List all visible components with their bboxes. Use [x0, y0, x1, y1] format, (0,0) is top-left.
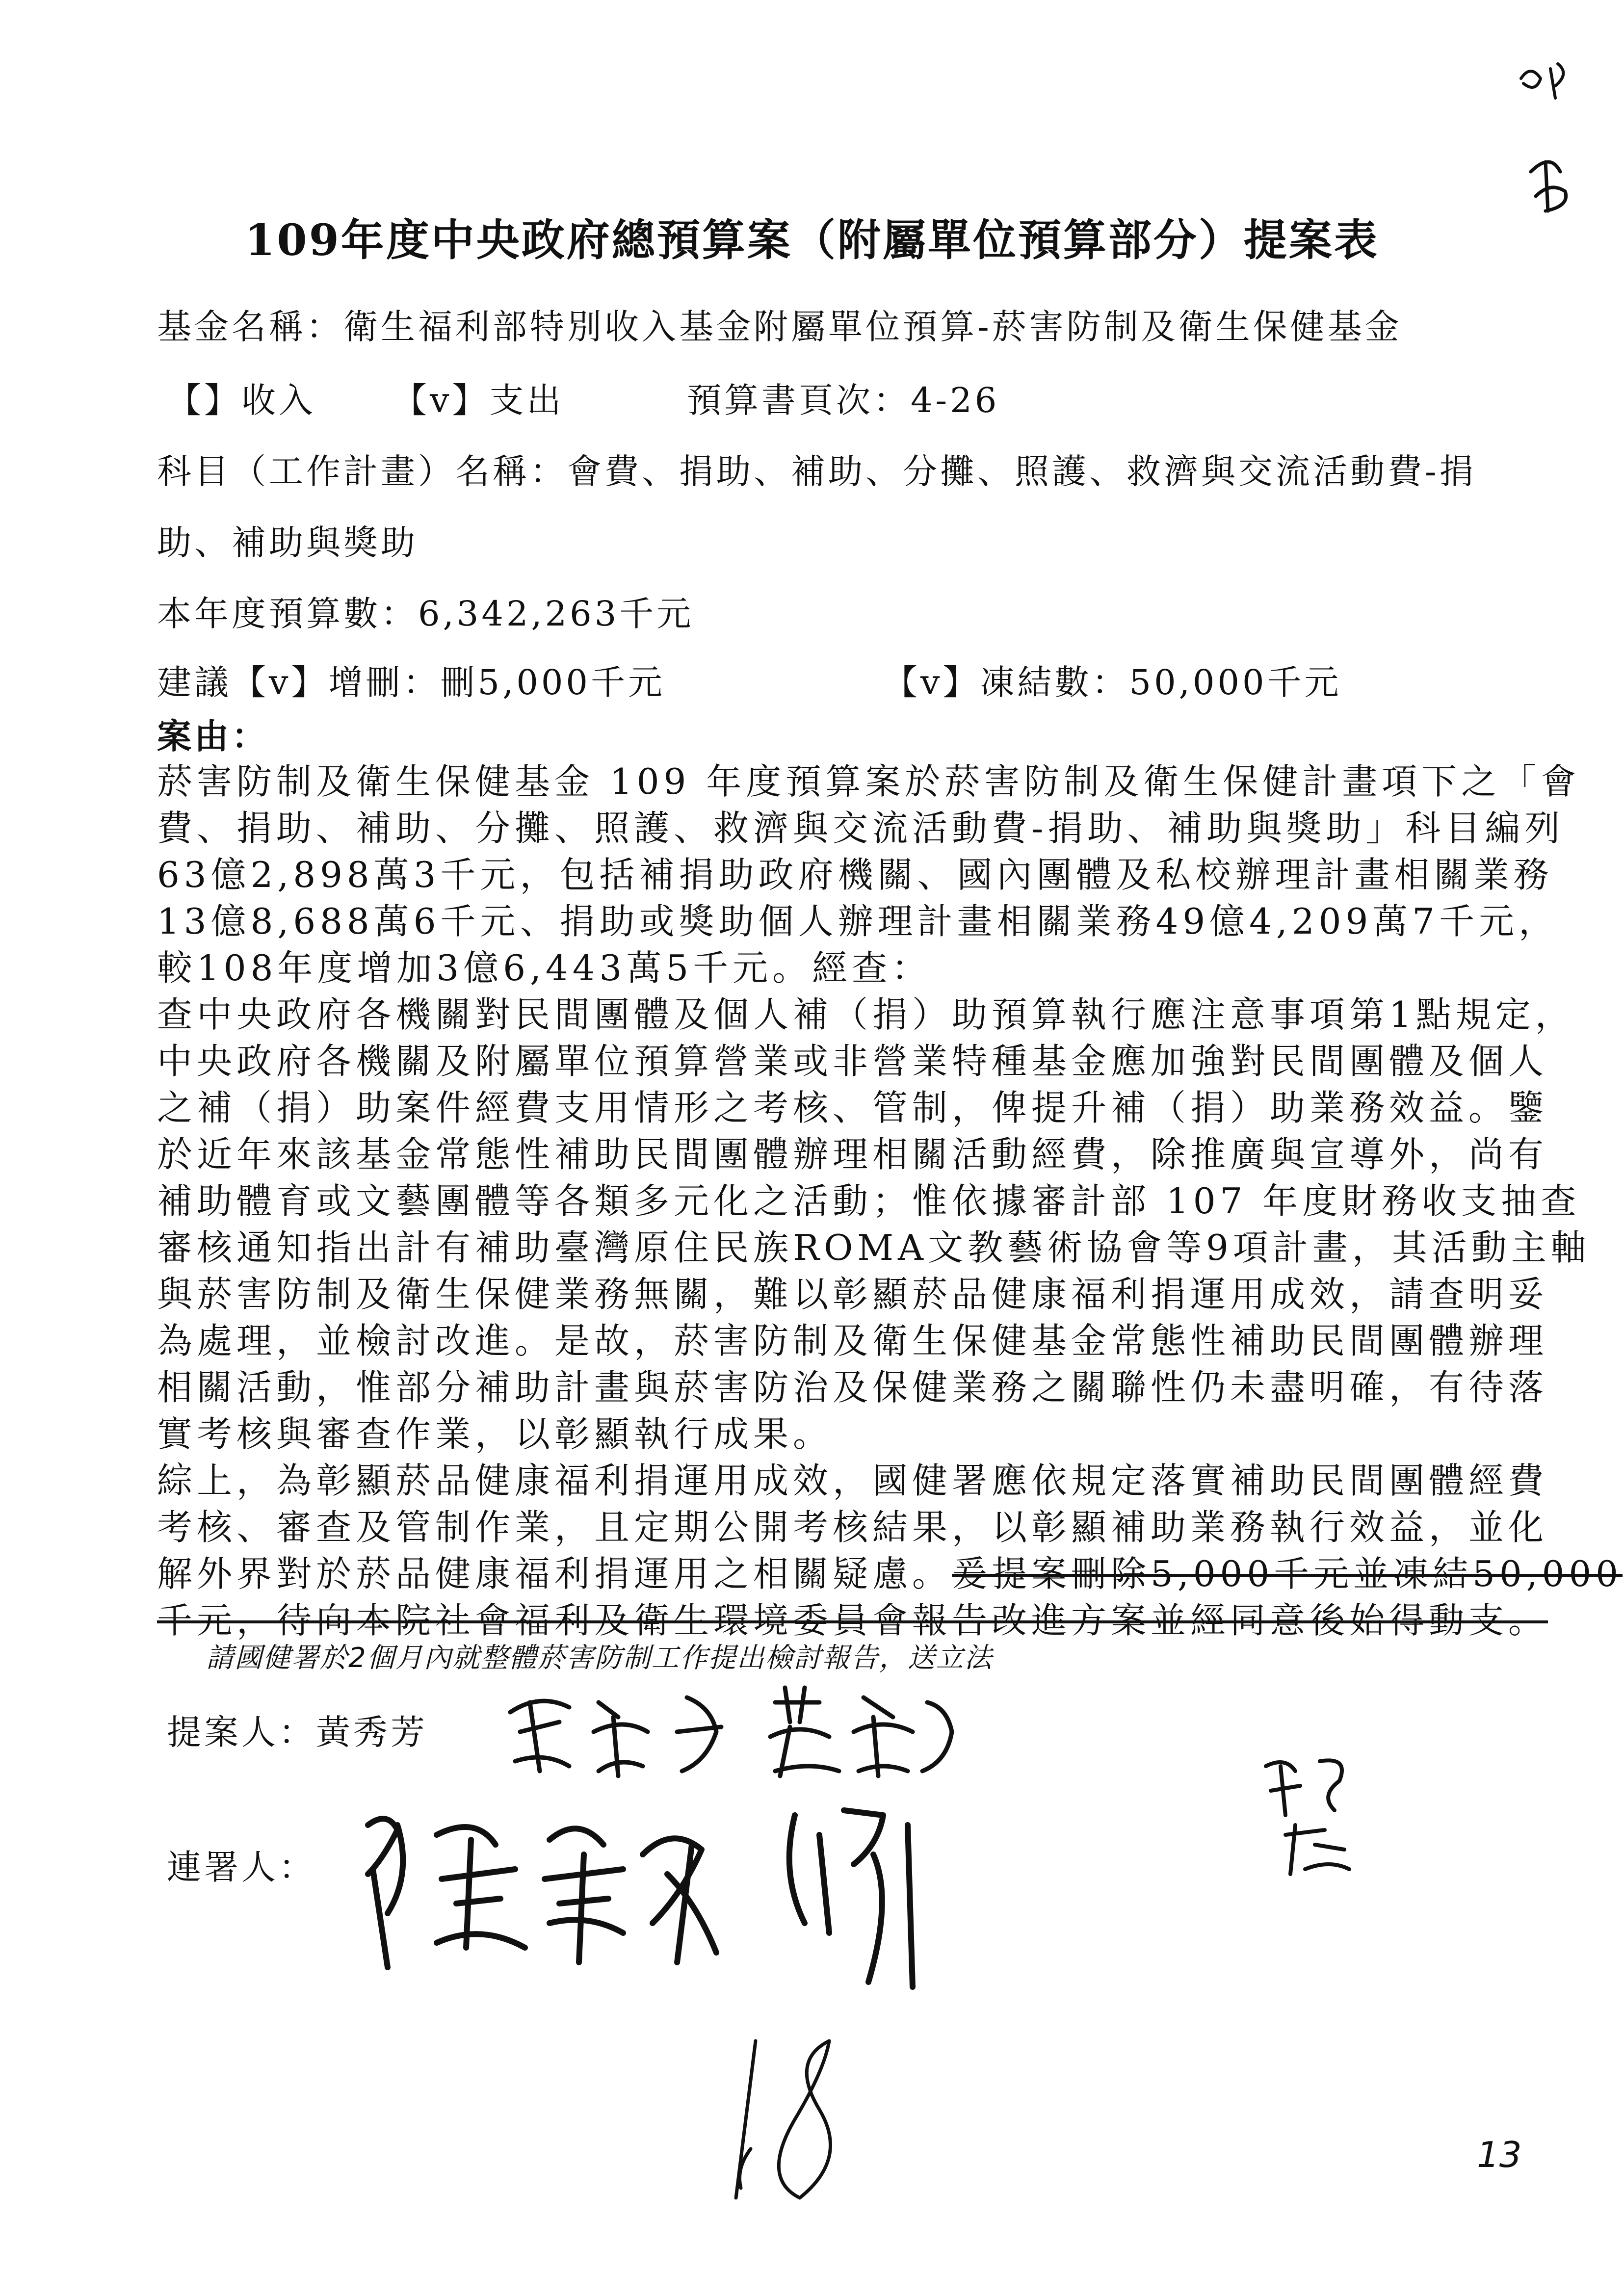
reason-last-line-plain: 解外界對於菸品健康福利捐運用之相關疑慮。: [157, 1553, 952, 1594]
reason-line: 與菸害防制及衛生保健業務無關，難以彰顯菸品健康福利捐運用成效，請查明妥: [157, 1274, 1548, 1315]
fund-name: 基金名稱：衛生福利部特別收入基金附屬單位預算-菸害防制及衛生保健基金: [157, 307, 1402, 347]
reason-line: 63億2,898萬3千元，包括補捐助政府機關、國內團體及私校辦理計畫相關業務: [157, 854, 1553, 895]
handwritten-amendment-note: 請國健署於2個月內就整體菸害防制工作提出檢討報告，送立法: [206, 1642, 993, 1674]
reason-heading: 案由：: [157, 716, 269, 757]
reason-line: 綜上，為彰顯菸品健康福利捐運用成效，國健署應依規定落實補助民間團體經費: [157, 1460, 1548, 1501]
reason-line: 考核、審查及管制作業，且定期公開考核結果，以彰顯補助業務執行效益，並化: [157, 1507, 1548, 1548]
reason-line: 查中央政府各機關對民間團體及個人補（捐）助預算執行應注意事項第1點規定，: [157, 994, 1575, 1035]
corner-handwritten-mark: [1511, 49, 1590, 226]
proposer-label: 提案人：黃秀芳: [167, 1712, 428, 1752]
reason-line: 實考核與審查作業，以彰顯執行成果。: [157, 1413, 833, 1455]
margin-handwritten-mark: [1256, 1747, 1384, 1884]
subject-line-2: 助、補助與獎助: [157, 522, 418, 563]
document-title: 109年度中央政府總預算案（附屬單位預算部分）提案表: [245, 214, 1379, 265]
reason-line: 之補（捐）助案件經費支用情形之考核、管制，俾提升補（捐）助業務效益。鑒: [157, 1087, 1548, 1128]
income-checkbox: 【】收入: [167, 380, 316, 420]
reason-line: 於近年來該基金常態性補助民間團體辦理相關活動經費，除推廣與宣導外，尚有: [157, 1134, 1548, 1175]
reason-line: 中央政府各機關及附屬單位預算營業或非營業特種基金應加強對民間團體及個人: [157, 1041, 1548, 1082]
reason-line: 菸害防制及衛生保健基金 109 年度預算案於菸害防制及衛生保健計畫項下之「會: [157, 761, 1581, 802]
reason-line: 13億8,688萬6千元、捐助或獎助個人辦理計畫相關業務49億4,209萬7千元，: [157, 901, 1559, 942]
budget-page-reference: 預算書頁次：4-26: [687, 380, 1000, 420]
reason-last-line: [157, 1545, 1623, 1596]
struck-proposal-text: 爰提案刪除5,000千元並凍結50,000: [952, 1553, 1623, 1594]
reason-line: 審核通知指出計有補助臺灣原住民族ROMA文教藝術協會等9項計畫，其活動主軸: [157, 1227, 1591, 1268]
subject-line-1: 科目（工作計畫）名稱：會費、捐助、補助、分攤、照護、救濟與交流活動費-捐: [157, 451, 1477, 492]
cosigner-label: 連署人：: [167, 1847, 316, 1887]
suggestion-cut: 建議【v】增刪：刪5,000千元: [157, 662, 665, 703]
suggestion-freeze: 【v】凍結數：50,000千元: [883, 662, 1342, 703]
reason-line: 費、捐助、補助、分攤、照護、救濟與交流活動費-捐助、補助與獎助」科目編列: [157, 808, 1565, 849]
reason-line: 補助體育或文藝團體等各類多元化之活動；惟依據審計部 107 年度財務收支抽查: [157, 1180, 1581, 1222]
cosigner-signature: [353, 1796, 1040, 2002]
reason-line: 相關活動，惟部分補助計畫與菸害防治及保健業務之關聯性仍未盡明確，有待落: [157, 1367, 1548, 1408]
reason-line: 較108年度增加3億6,443萬5千元。經查：: [157, 947, 932, 989]
budget-amount: 本年度預算數：6,342,263千元: [157, 594, 694, 634]
expense-checkbox: 【v】支出: [393, 380, 564, 420]
struck-proposal-line: 千元，待向本院社會福利及衛生環境委員會報告改進方案並經同意後始得動支。: [157, 1600, 1548, 1641]
reason-line: 為處理，並檢討改進。是故，菸害防制及衛生保健基金常態性補助民間團體辦理: [157, 1320, 1548, 1361]
proposer-signature: [500, 1673, 967, 1791]
page-number: 13: [1477, 2134, 1522, 2175]
handwritten-18-mark: [721, 2011, 868, 2218]
